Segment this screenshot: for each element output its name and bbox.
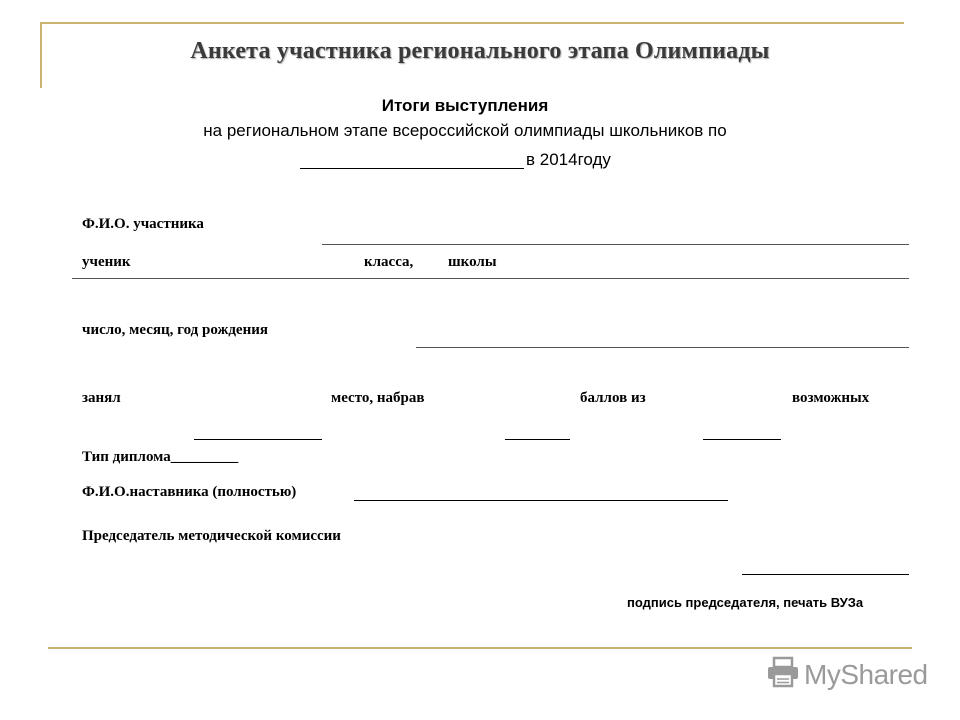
points-of-label: баллов из	[580, 390, 646, 406]
place-scored-label: место, набрав	[331, 390, 425, 406]
signature-line	[742, 574, 909, 575]
diploma-type-label: Тип диплома_________	[82, 449, 239, 465]
frame-bottom-line	[48, 647, 912, 649]
signature-caption: подпись председателя, печать ВУЗа	[627, 595, 864, 610]
place-blank-line	[194, 439, 322, 440]
page-title: Анкета участника регионального этапа Олимпиады	[190, 38, 770, 64]
results-heading: Итоги выступления	[381, 96, 549, 115]
frame-top-line	[40, 22, 904, 24]
stage-subheading: на региональном этапе всероссийской олимпиады школьников по	[203, 121, 727, 140]
points-blank-line	[505, 439, 570, 440]
school-label: школы	[448, 254, 497, 270]
chairman-label: Председатель методической комиссии	[82, 528, 341, 544]
student-info-line	[72, 278, 909, 279]
grade-label: класса,	[364, 254, 414, 270]
birth-date-label: число, месяц, год рождения	[82, 322, 268, 338]
student-label: ученик	[82, 254, 131, 270]
myshared-logo	[766, 656, 928, 693]
participant-name-label: Ф.И.О. участника	[82, 216, 204, 232]
max-points-blank-line	[703, 439, 781, 440]
participant-name-line	[322, 244, 909, 245]
mentor-blank-line	[354, 500, 728, 501]
printer-icon	[766, 656, 800, 693]
took-label: занял	[82, 390, 121, 406]
subject-blank-line	[300, 168, 524, 169]
possible-label: возможных	[792, 390, 870, 406]
myshared-text: MyShared	[804, 658, 928, 690]
year-text: в 2014году	[526, 150, 611, 169]
birth-date-line	[416, 347, 909, 348]
mentor-label: Ф.И.О.наставника (полностью)	[82, 484, 297, 500]
